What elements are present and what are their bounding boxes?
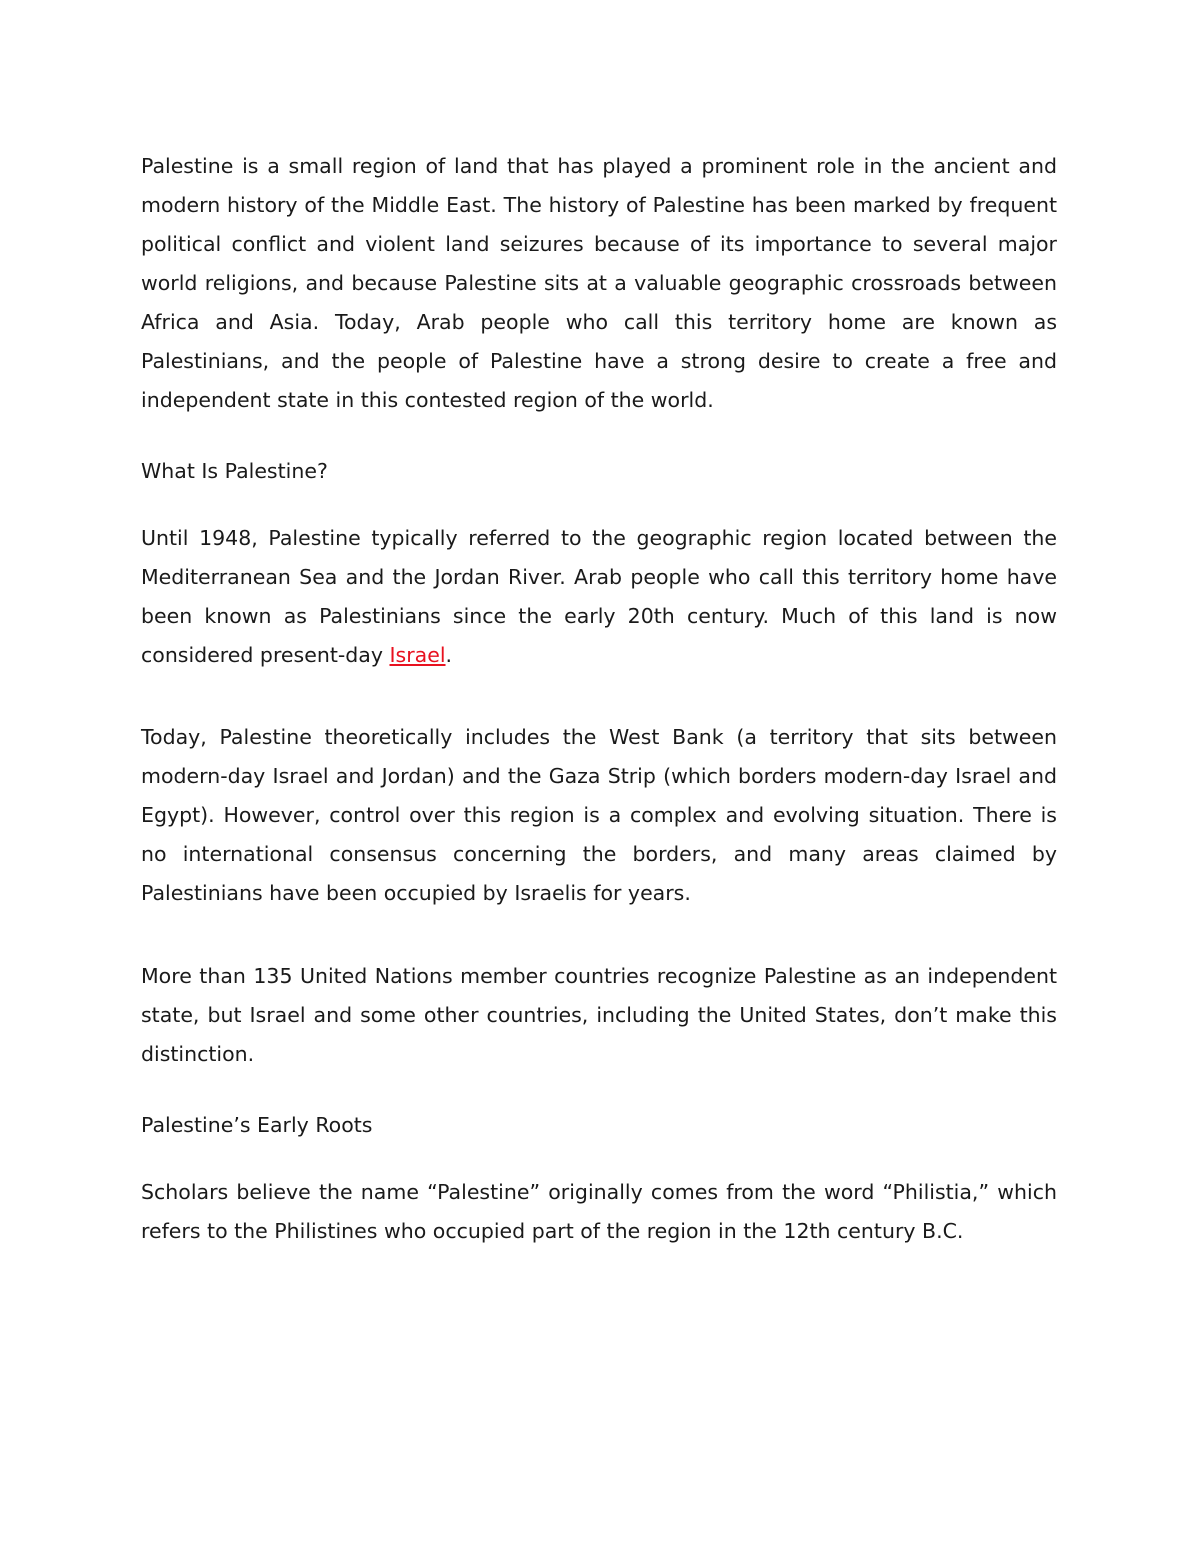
paragraph-text: Until 1948, Palestine typically referred to the geographic region located between the Mediterranean Sea and the Jordan River. Arab people who call this territory home have been known as Palestinians since the early 20th century. Much of this land is now considered present-day xyxy=(141,526,1057,667)
document-page xyxy=(141,147,1057,1251)
paragraph-scholars: Scholars believe the name “Palestine” originally comes from the word “Philistia,” which refers to the Philistines who occupied part of the region in the 12th century B.C. xyxy=(141,1180,1057,1243)
paragraph-recognition: More than 135 United Nations member countries recognize Palestine as an independent state, but Israel and some other countries, including the United States, don’t make this distinction. xyxy=(141,964,1057,1066)
section-heading-early-roots: Palestine’s Early Roots xyxy=(141,1113,373,1137)
paragraph-until-1948 xyxy=(141,519,1057,675)
section-heading-what-is-palestine: What Is Palestine? xyxy=(141,459,328,483)
intro-paragraph: Palestine is a small region of land that has played a prominent role in the ancient and modern history of the Middle East. The history of Palestine has been marked by frequent political conflict and violent land seizures because of its importance to several major world religions, and because Palestine sits at a valuable geographic crossroads between Africa and Asia. Today, Arab people who call this territory home are known as Palestinians, and the people of Palestine have a strong desire to create a free and independent state in this contested region of the world. xyxy=(141,154,1057,412)
paragraph-today: Today, Palestine theoretically includes the West Bank (a territory that sits between modern-day Israel and Jordan) and the Gaza Strip (which borders modern-day Israel and Egypt). However, control over this region is a complex and evolving situation. There is no international consensus concerning the borders, and many areas claimed by Palestinians have been occupied by Israelis for years. xyxy=(141,725,1057,905)
paragraph-text-end: . xyxy=(445,643,453,667)
israel-link[interactable]: Israel xyxy=(389,643,446,667)
